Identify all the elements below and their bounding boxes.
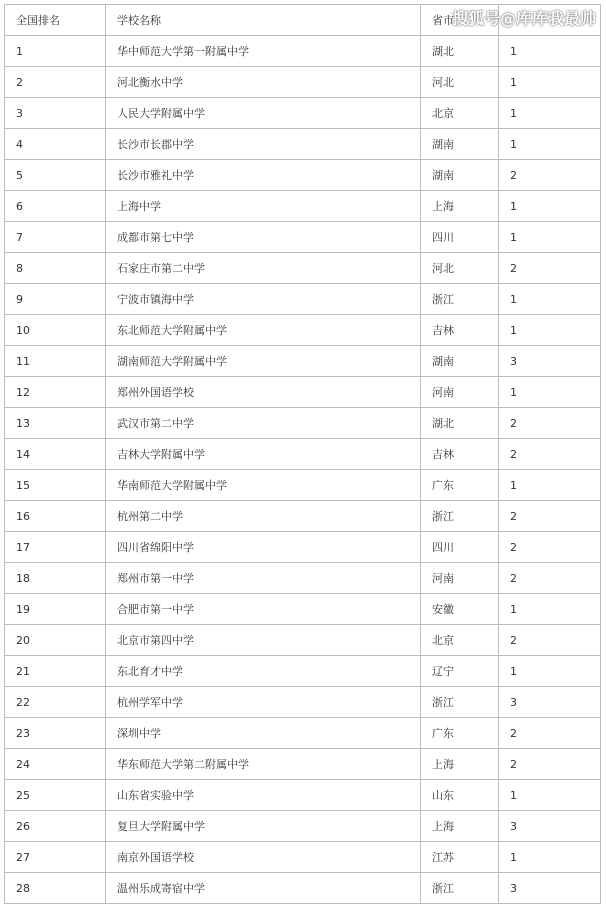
cell-rank: 4 (5, 129, 106, 160)
cell-count: 1 (499, 67, 601, 98)
cell-count: 1 (499, 222, 601, 253)
cell-school-name: 合肥市第一中学 (106, 594, 421, 625)
cell-school-name: 山东省实验中学 (106, 780, 421, 811)
cell-province: 湖北 (421, 36, 499, 67)
table-row (5, 873, 601, 904)
cell-school-name: 人民大学附属中学 (106, 98, 421, 129)
table-row (5, 749, 601, 780)
cell-school-name: 吉林大学附属中学 (106, 439, 421, 470)
cell-province: 辽宁 (421, 656, 499, 687)
table-row (5, 222, 601, 253)
cell-school-name: 宁波市镇海中学 (106, 284, 421, 315)
table-row (5, 315, 601, 346)
cell-province: 四川 (421, 222, 499, 253)
cell-province: 河南 (421, 563, 499, 594)
cell-province: 北京 (421, 98, 499, 129)
cell-count: 1 (499, 284, 601, 315)
table-row (5, 532, 601, 563)
cell-province: 上海 (421, 191, 499, 222)
cell-count: 2 (499, 253, 601, 284)
cell-province: 广东 (421, 470, 499, 501)
cell-school-name: 长沙市长郡中学 (106, 129, 421, 160)
cell-rank: 18 (5, 563, 106, 594)
cell-rank: 22 (5, 687, 106, 718)
cell-school-name: 南京外国语学校 (106, 842, 421, 873)
cell-school-name: 长沙市雅礼中学 (106, 160, 421, 191)
table-row (5, 346, 601, 377)
table-row (5, 501, 601, 532)
cell-school-name: 湖南师范大学附属中学 (106, 346, 421, 377)
cell-school-name: 石家庄市第二中学 (106, 253, 421, 284)
cell-school-name: 上海中学 (106, 191, 421, 222)
table-row (5, 780, 601, 811)
cell-school-name: 武汉市第二中学 (106, 408, 421, 439)
cell-rank: 1 (5, 36, 106, 67)
cell-province: 河南 (421, 377, 499, 408)
header-province: 省市 (421, 5, 499, 36)
cell-count: 1 (499, 656, 601, 687)
cell-school-name: 四川省绵阳中学 (106, 532, 421, 563)
cell-school-name: 北京市第四中学 (106, 625, 421, 656)
table-body (5, 36, 601, 904)
cell-count: 1 (499, 377, 601, 408)
cell-school-name: 深圳中学 (106, 718, 421, 749)
table-row (5, 284, 601, 315)
cell-province: 浙江 (421, 284, 499, 315)
cell-rank: 9 (5, 284, 106, 315)
cell-rank: 11 (5, 346, 106, 377)
table-row (5, 439, 601, 470)
table-row (5, 253, 601, 284)
cell-school-name: 成都市第七中学 (106, 222, 421, 253)
cell-count: 2 (499, 160, 601, 191)
cell-count: 2 (499, 439, 601, 470)
cell-rank: 5 (5, 160, 106, 191)
cell-rank: 8 (5, 253, 106, 284)
cell-count: 1 (499, 780, 601, 811)
cell-count: 2 (499, 501, 601, 532)
school-ranking-table (4, 4, 601, 904)
cell-count: 2 (499, 563, 601, 594)
header-rank: 全国排名 (5, 5, 106, 36)
header-school-name: 学校名称 (106, 5, 421, 36)
table-row (5, 408, 601, 439)
cell-rank: 28 (5, 873, 106, 904)
table-row (5, 191, 601, 222)
cell-province: 浙江 (421, 501, 499, 532)
table-row (5, 687, 601, 718)
cell-count: 3 (499, 346, 601, 377)
cell-rank: 15 (5, 470, 106, 501)
cell-school-name: 东北师范大学附属中学 (106, 315, 421, 346)
cell-count: 1 (499, 36, 601, 67)
cell-province: 上海 (421, 811, 499, 842)
cell-rank: 24 (5, 749, 106, 780)
table-row (5, 656, 601, 687)
table-row (5, 563, 601, 594)
cell-rank: 14 (5, 439, 106, 470)
cell-count: 1 (499, 98, 601, 129)
table-row (5, 129, 601, 160)
cell-province: 湖北 (421, 408, 499, 439)
cell-rank: 6 (5, 191, 106, 222)
cell-count: 1 (499, 842, 601, 873)
cell-province: 浙江 (421, 687, 499, 718)
cell-province: 吉林 (421, 439, 499, 470)
cell-province: 湖南 (421, 129, 499, 160)
cell-province: 上海 (421, 749, 499, 780)
cell-rank: 17 (5, 532, 106, 563)
table-row (5, 811, 601, 842)
cell-school-name: 温州乐成寄宿中学 (106, 873, 421, 904)
cell-province: 河北 (421, 253, 499, 284)
cell-school-name: 郑州市第一中学 (106, 563, 421, 594)
cell-province: 吉林 (421, 315, 499, 346)
cell-school-name: 郑州外国语学校 (106, 377, 421, 408)
cell-rank: 7 (5, 222, 106, 253)
cell-count: 3 (499, 687, 601, 718)
cell-province: 广东 (421, 718, 499, 749)
cell-province: 湖南 (421, 160, 499, 191)
cell-count: 1 (499, 470, 601, 501)
table-row (5, 718, 601, 749)
cell-school-name: 东北育才中学 (106, 656, 421, 687)
cell-school-name: 华东师范大学第二附属中学 (106, 749, 421, 780)
cell-rank: 10 (5, 315, 106, 346)
cell-count: 3 (499, 873, 601, 904)
cell-count: 1 (499, 129, 601, 160)
cell-count: 1 (499, 191, 601, 222)
cell-school-name: 复旦大学附属中学 (106, 811, 421, 842)
cell-province: 湖南 (421, 346, 499, 377)
table-row (5, 842, 601, 873)
cell-rank: 26 (5, 811, 106, 842)
cell-rank: 20 (5, 625, 106, 656)
cell-province: 四川 (421, 532, 499, 563)
cell-school-name: 河北衡水中学 (106, 67, 421, 98)
table-row (5, 470, 601, 501)
table-row (5, 36, 601, 67)
table-row (5, 67, 601, 98)
cell-province: 河北 (421, 67, 499, 98)
table-row (5, 377, 601, 408)
cell-rank: 12 (5, 377, 106, 408)
cell-school-name: 华中师范大学第一附属中学 (106, 36, 421, 67)
cell-count: 2 (499, 749, 601, 780)
cell-rank: 16 (5, 501, 106, 532)
cell-count: 2 (499, 625, 601, 656)
cell-rank: 13 (5, 408, 106, 439)
cell-rank: 19 (5, 594, 106, 625)
cell-province: 安徽 (421, 594, 499, 625)
cell-count: 1 (499, 315, 601, 346)
table-row (5, 98, 601, 129)
cell-count: 2 (499, 532, 601, 563)
table-row (5, 625, 601, 656)
cell-rank: 21 (5, 656, 106, 687)
cell-province: 山东 (421, 780, 499, 811)
cell-count: 3 (499, 811, 601, 842)
cell-count: 2 (499, 718, 601, 749)
cell-school-name: 杭州学军中学 (106, 687, 421, 718)
cell-school-name: 杭州第二中学 (106, 501, 421, 532)
cell-rank: 25 (5, 780, 106, 811)
table-row (5, 594, 601, 625)
cell-count: 1 (499, 594, 601, 625)
cell-rank: 2 (5, 67, 106, 98)
watermark: 搜狐号@库库我最帅 (452, 9, 597, 28)
cell-rank: 3 (5, 98, 106, 129)
table-row (5, 160, 601, 191)
cell-province: 江苏 (421, 842, 499, 873)
cell-count: 2 (499, 408, 601, 439)
cell-school-name: 华南师范大学附属中学 (106, 470, 421, 501)
cell-rank: 23 (5, 718, 106, 749)
cell-rank: 27 (5, 842, 106, 873)
cell-province: 浙江 (421, 873, 499, 904)
cell-province: 北京 (421, 625, 499, 656)
